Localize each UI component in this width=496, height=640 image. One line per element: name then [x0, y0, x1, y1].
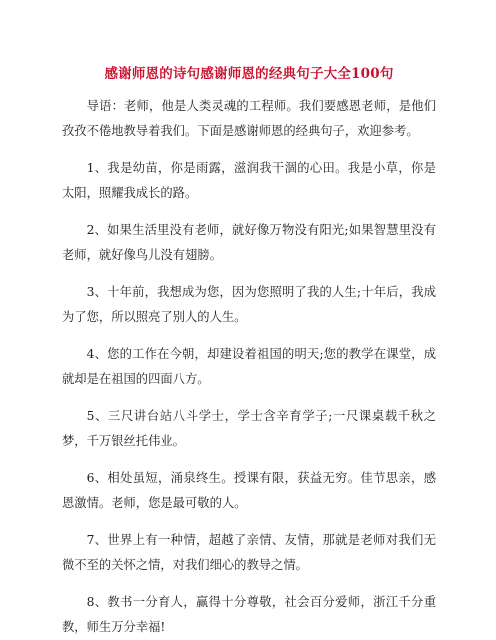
- document-title: 感谢师恩的诗句感谢师恩的经典句子大全100句: [104, 66, 394, 82]
- intro-paragraph: 导语：老师，他是人类灵魂的工程师。我们要感恩老师，是他们孜孜不倦地教导着我们。下面是感谢师恩的经典句子，欢迎参考。: [62, 99, 436, 138]
- quote-paragraph-8: 8、教书一分育人，赢得十分尊敬，社会百分爱师，浙江千分重教，师生万分幸福!: [62, 595, 436, 634]
- quote-paragraph-6: 6、相处虽短，涌泉终生。授课有限，获益无穷。佳节思亲，感恩激情。老师，您是最可敬的人。: [62, 471, 436, 510]
- quote-paragraph-4: 4、您的工作在今朝，却建设着祖国的明天;您的教学在课堂，成就却是在祖国的四面八方。: [62, 347, 436, 386]
- quote-paragraph-2: 2、如果生活里没有老师，就好像万物没有阳光;如果智慧里没有老师，就好像鸟儿没有翅膀。: [62, 223, 436, 262]
- quote-paragraph-3: 3、十年前，我想成为您，因为您照明了我的人生;十年后，我成为了您，所以照亮了别人的人生。: [62, 285, 436, 324]
- quote-paragraph-1: 1、我是幼苗，你是雨露，滋润我干涸的心田。我是小草，你是太阳，照耀我成长的路。: [62, 161, 436, 200]
- quote-paragraph-5: 5、三尺讲台站八斗学士，学士含辛育学子;一尺课桌载千秋之梦，千万银丝托伟业。: [62, 409, 436, 448]
- quote-paragraph-7: 7、世界上有一种情，超越了亲情、友情，那就是老师对我们无微不至的关怀之情，对我们细心的教导之情。: [62, 533, 436, 572]
